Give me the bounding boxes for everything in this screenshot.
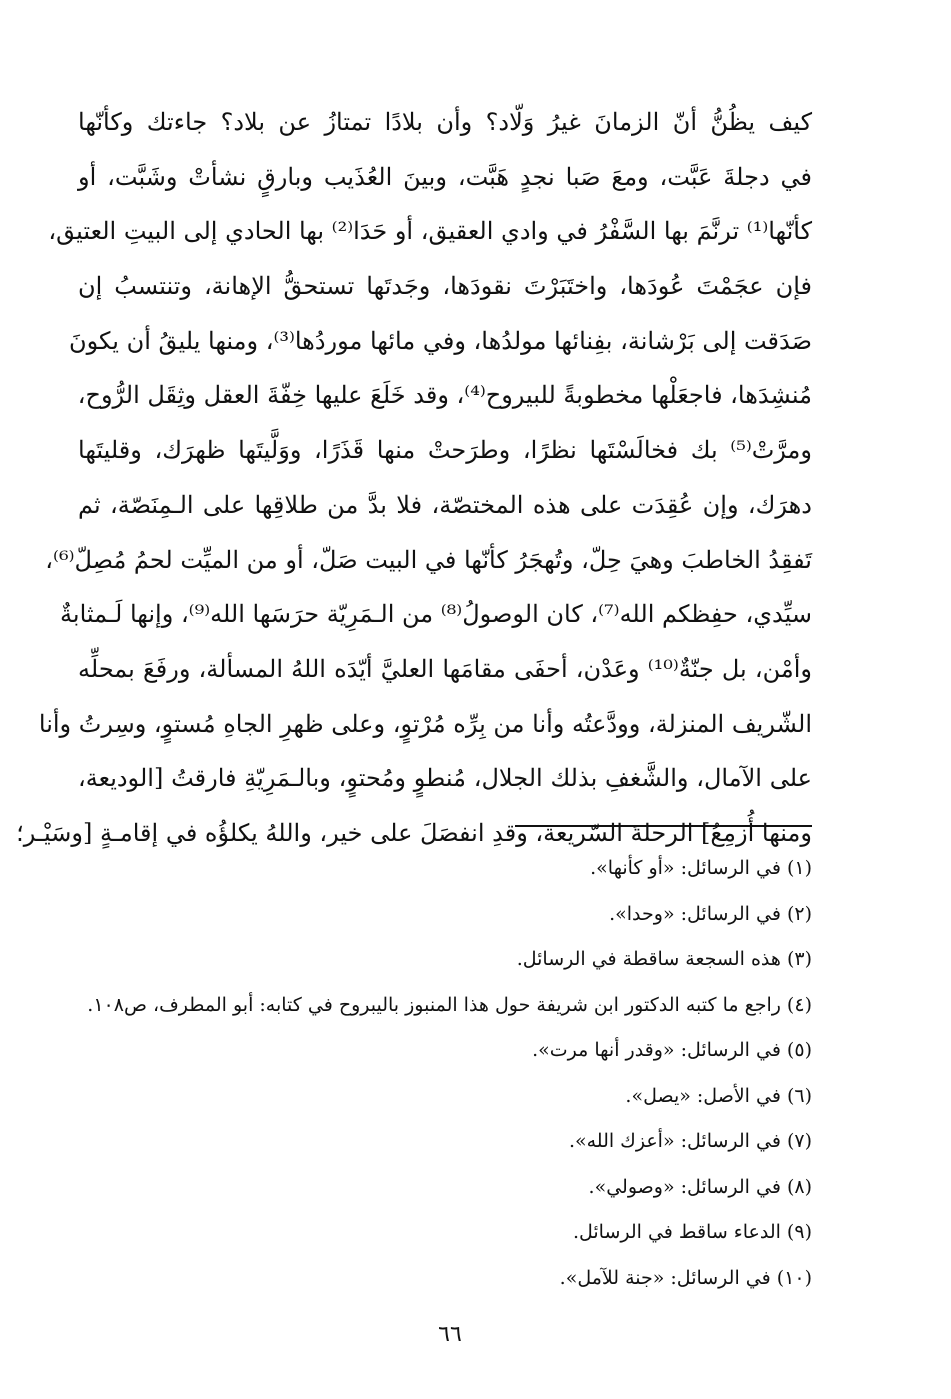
text-line: سيِّدي، حفِظكم الله⁽⁷⁾، كان الوصولُ⁽⁸⁾ من الـمَرِيّة حرَسَها الله⁽⁹⁾، وإنها لَـمثابةٌ — [60, 600, 812, 629]
footnote: (٦) في الأصل: «يصل». — [625, 1084, 812, 1107]
footnote-divider — [515, 825, 812, 827]
footnote: (٣) هذه السجعة ساقطة في الرسائل. — [516, 948, 812, 970]
text-line: تَفقِدُ الخاطبَ وهيَ حِلّ، وتُهجَرُ كأنّها في البيت صَلّ، أو من الميِّت لحمُ مُصِلّ⁽⁶⁾، — [45, 545, 812, 574]
text-line: صَدَقت إلى بَرْشانة، بفِنائها مولدُها، وفي مائها موردُها⁽³⁾، ومنها يليقُ أن يكونَ — [68, 326, 812, 355]
text-line: كأنّها⁽¹⁾ ترنَّمَ بها السَّفْرُ في وادي العقيق، أو حَدَا⁽²⁾ بها الحادي إلى البيتِ العتيق، — [48, 217, 812, 246]
footnote: (٧) في الرسائل: «أعزك الله». — [568, 1130, 812, 1152]
footnote: (٥) في الرسائل: «وقدر أنها مرت». — [532, 1039, 812, 1061]
footnote: (١٠) في الرسائل: «جنة للآمل». — [559, 1266, 812, 1289]
text-line: ومنها أُزمِعُ] الرحلةَ السّريعة، وقدِ انفصَلَ على خير، واللهُ يكلؤُه في إقامـةٍ [وسَيْـر؛ — [16, 818, 812, 847]
footnote: (٩) الدعاء ساقط في الرسائل. — [572, 1221, 812, 1243]
footnote: (٢) في الرسائل: «وحدا». — [609, 902, 812, 925]
footnote: (١) في الرسائل: «أو كأنها». — [590, 857, 812, 879]
footnote: (٤) راجع ما كتبه الدكتور ابن شريفة حول هذا المنبوز باليبروح في كتابه: أبو المطرف، ص١٠٨. — [87, 993, 812, 1016]
page-number: ٦٦ — [438, 1322, 462, 1347]
text-line: في دجلةَ عَبَّت، ومعَ صَبا نجدٍ هَبَّت، وبينَ العُذَيب وبارقٍ نشأتْ وشَبَّت، أو — [78, 162, 812, 191]
text-line: على الآمال، والشَّغفِ بذلك الجلال، مُنطوٍ ومُحتوٍ، وبالـمَرِيّةِ فارقتُ [الوديعة، — [78, 764, 812, 793]
text-line: كيف يظُنُّ أنّ الزمانَ غيرُ وَلّاد؟ وأن بلادًا تمتازُ عن بلاد؟ جاءتك وكأنّها — [78, 108, 812, 136]
text-line: مُنشِدَها، فاجعَلْها مخطوبةً للبيروح⁽⁴⁾، وقد خَلَعَ عليها خِفّةَ العقل وثِقَل الرُّوح، — [77, 381, 812, 410]
main-text — [16, 95, 812, 861]
text-line: دهرَك، وإن عُقِدَت على هذه المختصّة، فلا بدَّ من طلاقِها على الـمِنَصّة، ثم — [78, 490, 812, 519]
text-line: فإن عجَمْتَ عُودَها، واختَبَرْتَ نقودَها، وجَدتَها تستحقُّ الإهانة، وتنتسبُ إن — [78, 272, 812, 301]
footnote: (٨) في الرسائل: «وصولي». — [588, 1175, 812, 1198]
text-line: ومرَّتْ⁽⁵⁾ بك فخالَسْتَها نظرًا، وطرَحتْ منها قَذَرًا، ووَلَّيتَها ظهرَك، وقليتَها — [78, 436, 812, 465]
text-line: الشّريف المنزلة، وودَّعتُه وأنا من بِرِّه مُرْتوٍ، وعلى ظهرِ الجاهِ مُستوٍ، وسِرتُ وأنا — [38, 709, 812, 738]
footnotes — [60, 846, 812, 1301]
text-line: وأمْن، بل جنّةٌ⁽¹⁰⁾ وعَدْن، أحفَى مقامَها العليَّ أيّدَه اللهُ المسألة، ورفَعَ بمحلِّه — [78, 654, 812, 683]
